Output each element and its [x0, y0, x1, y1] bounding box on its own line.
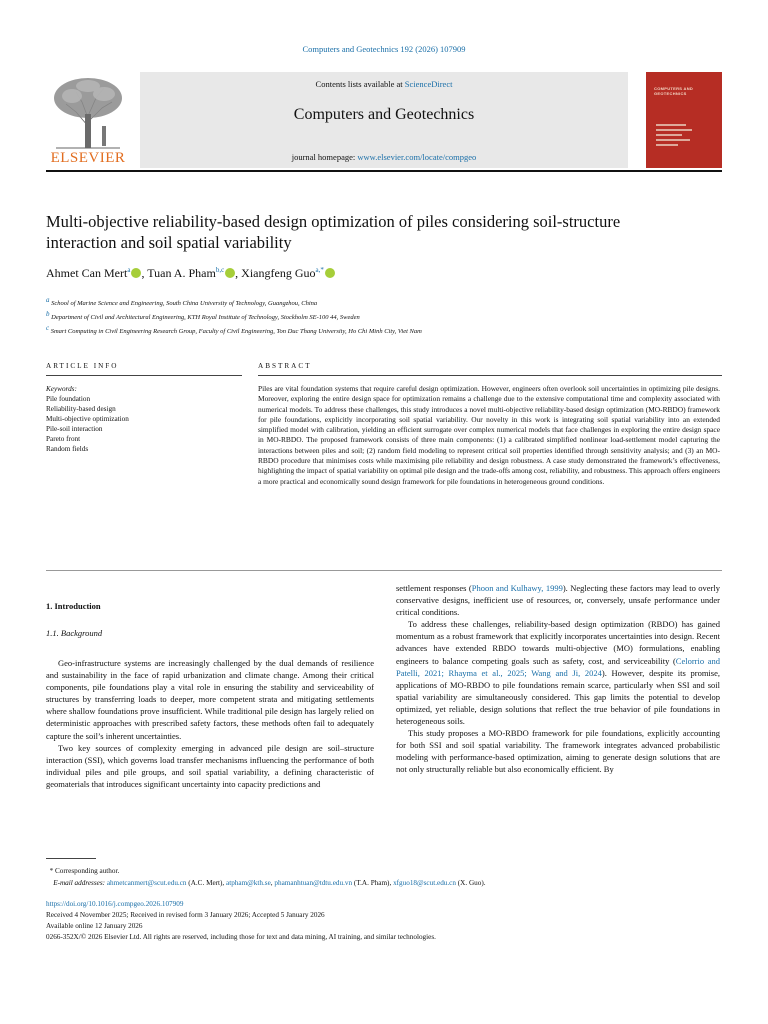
- elsevier-wordmark: ELSEVIER: [50, 150, 126, 166]
- cover-title: COMPUTERS AND GEOTECHNICS: [654, 86, 694, 96]
- journal-homepage-link[interactable]: www.elsevier.com/locate/compgeo: [357, 152, 477, 162]
- author-affiliation-mark[interactable]: b,c: [215, 266, 225, 274]
- paragraph-text: To address these challenges, reliability-based design optimization (RBDO) has gained momentum as a robust framework that explicitly incorporates uncertainties into design. Recent advances have extended RBDO towards multi-objective (MO) formulations, enabling engineers to balance competing goals such as safety, cost, and serviceability (: [396, 619, 720, 666]
- abstract-rule: [258, 375, 722, 376]
- abstract-text: Piles are vital foundation systems that require careful design optimization. However, engineers often overlook soil uncertainties in optimizing pile designs. Moreover, exploring the entire design space for optimization remains a challenge due to the extensive computational time and complexity associated with numerical models. To address these challenges, this study introduces a novel multi-objective reliability-based design optimization (MO-RBDO) framework for pile foundations, explicitly incorporating soil spatial variability. Our novelty in this work is integrating soil spatial variability into an extended simplified model with calibration, yielding an efficient surrogate over complex numerical models that face challenges in exploring the entire design space in MO-RBDO. The proposed framework consists of three main components: (1) a calibrated simplified nonlinear load-settlement model capturing the interactions between piles and soil; (2) random field modeling to represent critical soil properties identified through sensitivity analysis; and (3) an MO-RBDO procedure that minimises costs while maximising pile reliability and design robustness. A case study demonstrated the framework’s effectiveness, highlighting the impact of spatial variability on optimal pile design and the trade-offs among cost, reliability, and robustness. This approach offers engineers a more practical and economically sound design framework for pile foundations in heterogeneous ground conditions.: [258, 384, 720, 486]
- article-info-heading: ARTICLE INFO: [46, 362, 119, 370]
- paragraph-text: ). Neglecting these factors may lead to overly conservative designs, inefficient use of resources, or, conversely, unsafe performance under critical conditions.: [396, 583, 720, 618]
- keyword: Random fields: [46, 445, 89, 453]
- corresponding-text: Corresponding author.: [54, 867, 120, 875]
- citation-link[interactable]: Phoon and Kulhawy, 1999: [471, 583, 563, 593]
- email-link[interactable]: phamanhtuan@tdtu.edu.vn: [274, 879, 353, 887]
- affiliation-text: School of Marine Science and Engineering, South China University of Technology, Guangzhou, China: [51, 300, 318, 308]
- author-separator: ,: [141, 266, 148, 280]
- received-dates: Received 4 November 2025; Received in revised form 3 January 2026; Accepted 5 January 2026: [46, 911, 325, 919]
- subsection-heading-background: 1.1. Background: [46, 628, 103, 638]
- affiliation: [46, 323, 686, 337]
- email-label: E-mail addresses:: [53, 879, 106, 887]
- affiliation-text: Department of Civil and Architectural Engineering, KTH Royal Institute of Technology, Stockholm SE-100 44, Sweden: [51, 314, 360, 322]
- section-heading-introduction: 1. Introduction: [46, 601, 101, 611]
- article-info-rule: [46, 375, 242, 376]
- email-owner: (X. Guo).: [455, 879, 486, 887]
- affiliation: [46, 295, 686, 309]
- paragraph-text: settlement responses (: [396, 583, 472, 593]
- contents-available-line: [140, 79, 628, 89]
- orcid-icon[interactable]: [325, 268, 335, 278]
- keyword: Multi-objective optimization: [46, 415, 129, 423]
- homepage-prefix: journal homepage:: [291, 152, 358, 162]
- body-paragraph: Geo-infrastructure systems are increasingly challenged by the dual demands of resilience and sustainability in the face of rapid urbanization and climate change. Among their critical components, pile foundations play a vital role in ensuring the stability and serviceability of structures by transferring loads to deeper, more competent strata and mitigating settlements where shallow foundations prove insufficient. While traditional pile design has largely relied on deterministic approaches with prescribed safety factors, these methods often fail to adequately capture the soil’s inherent uncertainties.: [46, 658, 374, 741]
- email-separator: ,: [270, 879, 275, 887]
- paragraph-text: ). However, despite its promise, applications of MO-RBDO to pile foundations remain scarce, particularly when SSI and soil spatial variability are simultaneously considered. This gap limits the potential to develop optimized, yet reliable, design solutions that reflect the true behavior of pile foundations in heterogeneous soils.: [396, 667, 720, 727]
- email-link[interactable]: ahmetcanmert@scut.edu.cn: [106, 879, 187, 887]
- contents-prefix: Contents lists available at: [315, 79, 405, 89]
- email-owner: (T.A. Pham),: [352, 879, 394, 887]
- email-owner: (A.C. Mert),: [186, 879, 227, 887]
- author-name[interactable]: Ahmet Can Mert: [46, 266, 128, 280]
- body-paragraph: [396, 618, 720, 727]
- article-title: Multi-objective reliability-based design optimization of piles considering soil-structure interaction and soil spatial variability: [46, 212, 621, 252]
- keyword: Reliability-based design: [46, 405, 116, 413]
- keywords-block: [46, 384, 226, 454]
- affiliation-text: Smart Computing in Civil Engineering Research Group, Faculty of Civil Engineering, Ton Duc Thang University, Ho Chi Minh City, Viet Nam: [50, 328, 422, 336]
- body-paragraph: This study proposes a MO-RBDO framework for pile foundations, explicitly accounting for both SSI and soil spatial variability. The framework integrates advanced probabilistic modeling with performance-based optimization, aiming to generate design solutions that are not only structurally reliable but also economically efficient. By: [396, 728, 720, 775]
- abstract-bottom-rule: [46, 570, 722, 571]
- author-separator: ,: [235, 266, 242, 280]
- journal-citation-line[interactable]: Computers and Geotechnics 192 (2026) 107909: [302, 44, 466, 54]
- email-link[interactable]: atpham@kth.se: [226, 879, 271, 887]
- keyword: Pile foundation: [46, 395, 91, 403]
- body-paragraph: [396, 582, 720, 618]
- author-affiliation-mark[interactable]: a: [127, 266, 131, 274]
- orcid-icon[interactable]: [225, 268, 235, 278]
- affiliation-mark: a: [46, 296, 50, 304]
- publication-info: [46, 899, 726, 943]
- footnote-rule: [46, 858, 96, 859]
- cover-decoration: [656, 124, 706, 164]
- available-online-date: Available online 12 January 2026: [46, 922, 143, 930]
- copyright-notice: 0266-352X/© 2026 Elsevier Ltd. All rights are reserved, including those for text and data mining, AI training, and similar technologies.: [46, 933, 436, 941]
- doi-link[interactable]: https://doi.org/10.1016/j.compgeo.2026.107909: [46, 900, 184, 908]
- affiliation: [46, 309, 686, 323]
- journal-title: Computers and Geotechnics: [293, 106, 475, 123]
- corresponding-author-note: * Corresponding author.: [46, 867, 120, 875]
- keywords-label: Keywords:: [46, 385, 77, 393]
- footnotes: [46, 865, 726, 889]
- affiliation-mark: b: [46, 310, 50, 319]
- journal-homepage-line: [140, 152, 628, 162]
- email-addresses: [46, 877, 726, 889]
- email-link[interactable]: xfguo18@scut.edu.cn: [393, 879, 456, 887]
- author-name[interactable]: Tuan A. Pham: [147, 266, 216, 280]
- sciencedirect-link[interactable]: ScienceDirect: [404, 79, 453, 89]
- body-column-right: [396, 582, 720, 776]
- abstract-heading: ABSTRACT: [258, 362, 312, 370]
- affiliations: [46, 295, 686, 337]
- body-column-left: [46, 657, 374, 790]
- author-affiliation-mark[interactable]: a,*: [315, 266, 324, 274]
- citation-link[interactable]: Celorrio and Patelli, 2021; Rhayma et al., 2025; Wang and Ji, 2024: [396, 655, 720, 678]
- keyword: Pile-soil interaction: [46, 425, 103, 433]
- keyword: Pareto front: [46, 435, 81, 443]
- orcid-icon[interactable]: [131, 268, 141, 278]
- affiliation-mark: c: [46, 324, 50, 333]
- body-paragraph: Two key sources of complexity emerging in advanced pile design are soil–structure interaction (SSI), which governs load transfer mechanisms influencing the performance of both individual piles and pile groups, and soil spatial variability, a defining characteristic of geomaterials that introduces significant uncertainty into capacity predictions and: [46, 742, 374, 789]
- author-name[interactable]: Xiangfeng Guo: [241, 266, 316, 280]
- header-rule: [46, 170, 722, 172]
- author-list: [46, 266, 666, 281]
- journal-cover-image[interactable]: [646, 72, 722, 168]
